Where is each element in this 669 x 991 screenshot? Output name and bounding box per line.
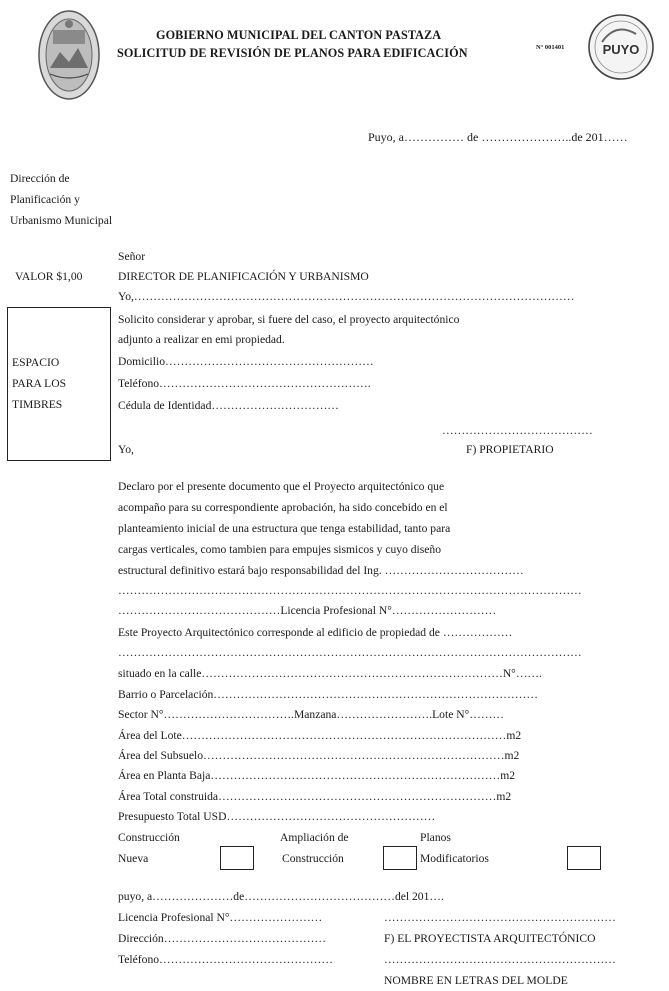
cedula-field: Cédula de Identidad…………………………… <box>118 399 339 412</box>
dots-line-2: ………………………………………………………………………………………………………… <box>118 646 582 659</box>
option-ampliacion-checkbox[interactable] <box>383 846 417 870</box>
footer-puyo-date: puyo, a…………………de…………………………………del 201…. <box>118 890 444 903</box>
option-planos-checkbox[interactable] <box>567 846 601 870</box>
option-planos-line-2: Modificatorios <box>420 852 489 865</box>
stamp-box-line-1: ESPACIO <box>12 356 60 369</box>
yo-label-2: Yo, <box>118 443 134 456</box>
puyo-logo-text: PUYO <box>602 42 640 57</box>
domicilio-field: Domicilio……………………………………………… <box>118 355 374 368</box>
dept-line-2: Planificación y <box>10 193 80 206</box>
puyo-logo-icon <box>586 12 656 82</box>
area-subsuelo-field: Área del Subsuelo……………………………………………………………………m2 <box>118 749 520 762</box>
option-nueva-line-2: Nueva <box>118 852 149 865</box>
declaration-line-5: estructural definitivo estará bajo responsabilidad del Ing. ……………………………… <box>118 564 524 577</box>
footer-signature-line-2: …………………………………………………… <box>384 953 616 966</box>
dept-line-1: Dirección de <box>10 172 70 185</box>
footer-licencia: Licencia Profesional N°…………………… <box>118 911 323 924</box>
calle-field: situado en la calle……………………………………………………………………N°……. <box>118 667 542 680</box>
footer-telefono: Teléfono……………………………………… <box>118 953 333 966</box>
dots-line-1: ………………………………………………………………………………………………………… <box>118 584 582 597</box>
footer-direccion: Dirección…………………………………… <box>118 932 327 945</box>
option-ampliacion-line-1: Ampliación de <box>280 831 349 844</box>
header-title: GOBIERNO MUNICIPAL DEL CANTON PASTAZA <box>156 28 442 42</box>
header-subtitle: SOLICITUD DE REVISIÓN DE PLANOS PARA EDIFICACIÓN <box>117 46 468 60</box>
solicito-line-2: adjunto a realizar en emi propiedad. <box>118 333 285 346</box>
barrio-field: Barrio o Parcelación………………………………………………………………………… <box>118 688 538 701</box>
option-nueva-checkbox[interactable] <box>220 846 254 870</box>
owner-signature-line: ………………………………… <box>442 424 593 437</box>
yo-line: Yo,…………………………………………………………………………………………………… <box>118 290 575 303</box>
valor-label: VALOR $1,00 <box>15 270 83 283</box>
declaration-line-3: planteamiento inicial de una estructura que tenga estabilidad, tanto para <box>118 522 451 535</box>
corresponde-line: Este Proyecto Arquitectónico corresponde al edificio de propiedad de ……………… <box>118 626 513 639</box>
licencia-line: ……………………………………Licencia Profesional N°……………………… <box>118 604 497 617</box>
propietario-label: F) PROPIETARIO <box>466 443 554 456</box>
footer-signature-line-1: …………………………………………………… <box>384 911 616 924</box>
option-ampliacion-line-2: Construcción <box>282 852 344 865</box>
declaration-line-1: Declaro por el presente documento que el Proyecto arquitectónico que <box>118 480 445 493</box>
solicito-line-1: Solicito considerar y aprobar, si fuere del caso, el proyecto arquitectónico <box>118 313 460 326</box>
stamp-box-line-3: TIMBRES <box>12 398 63 411</box>
dept-line-3: Urbanismo Municipal <box>10 214 113 227</box>
senor-label: Señor <box>118 250 146 263</box>
stamp-box-line-2: PARA LOS <box>12 377 67 390</box>
proyectista-label: F) EL PROYECTISTA ARQUITECTÓNICO <box>384 932 596 945</box>
date-line: Puyo, a…………… de …………………..de 201…… <box>368 130 628 144</box>
nombre-label: NOMBRE EN LETRAS DEL MOLDE <box>384 974 568 987</box>
area-total-field: Área Total construida………………………………………………………………m2 <box>118 790 512 803</box>
director-label: DIRECTOR DE PLANIFICACIÓN Y URBANISMO <box>118 270 369 283</box>
declaration-line-4: cargas verticales, como tambien para empujes sismicos y cuyo diseño <box>118 543 442 556</box>
area-lote-field: Área del Lote…………………………………………………………………………m2 <box>118 729 522 742</box>
municipal-seal-icon <box>36 8 102 102</box>
sector-field: Sector N°…………………………….Manzana…………………….Lote N°……… <box>118 708 505 721</box>
telefono-field: Teléfono………………………………………………. <box>118 377 371 390</box>
option-nueva-line-1: Construcción <box>118 831 180 844</box>
declaration-line-2: acompaño para su correspondiente aprobación, ha sido concebido en el <box>118 501 448 514</box>
presupuesto-field: Presupuesto Total USD……………………………………………… <box>118 810 436 823</box>
area-planta-field: Área en Planta Baja…………………………………………………………………m2 <box>118 769 516 782</box>
form-number: N° 001401 <box>536 44 565 51</box>
option-planos-line-1: Planos <box>420 831 451 844</box>
